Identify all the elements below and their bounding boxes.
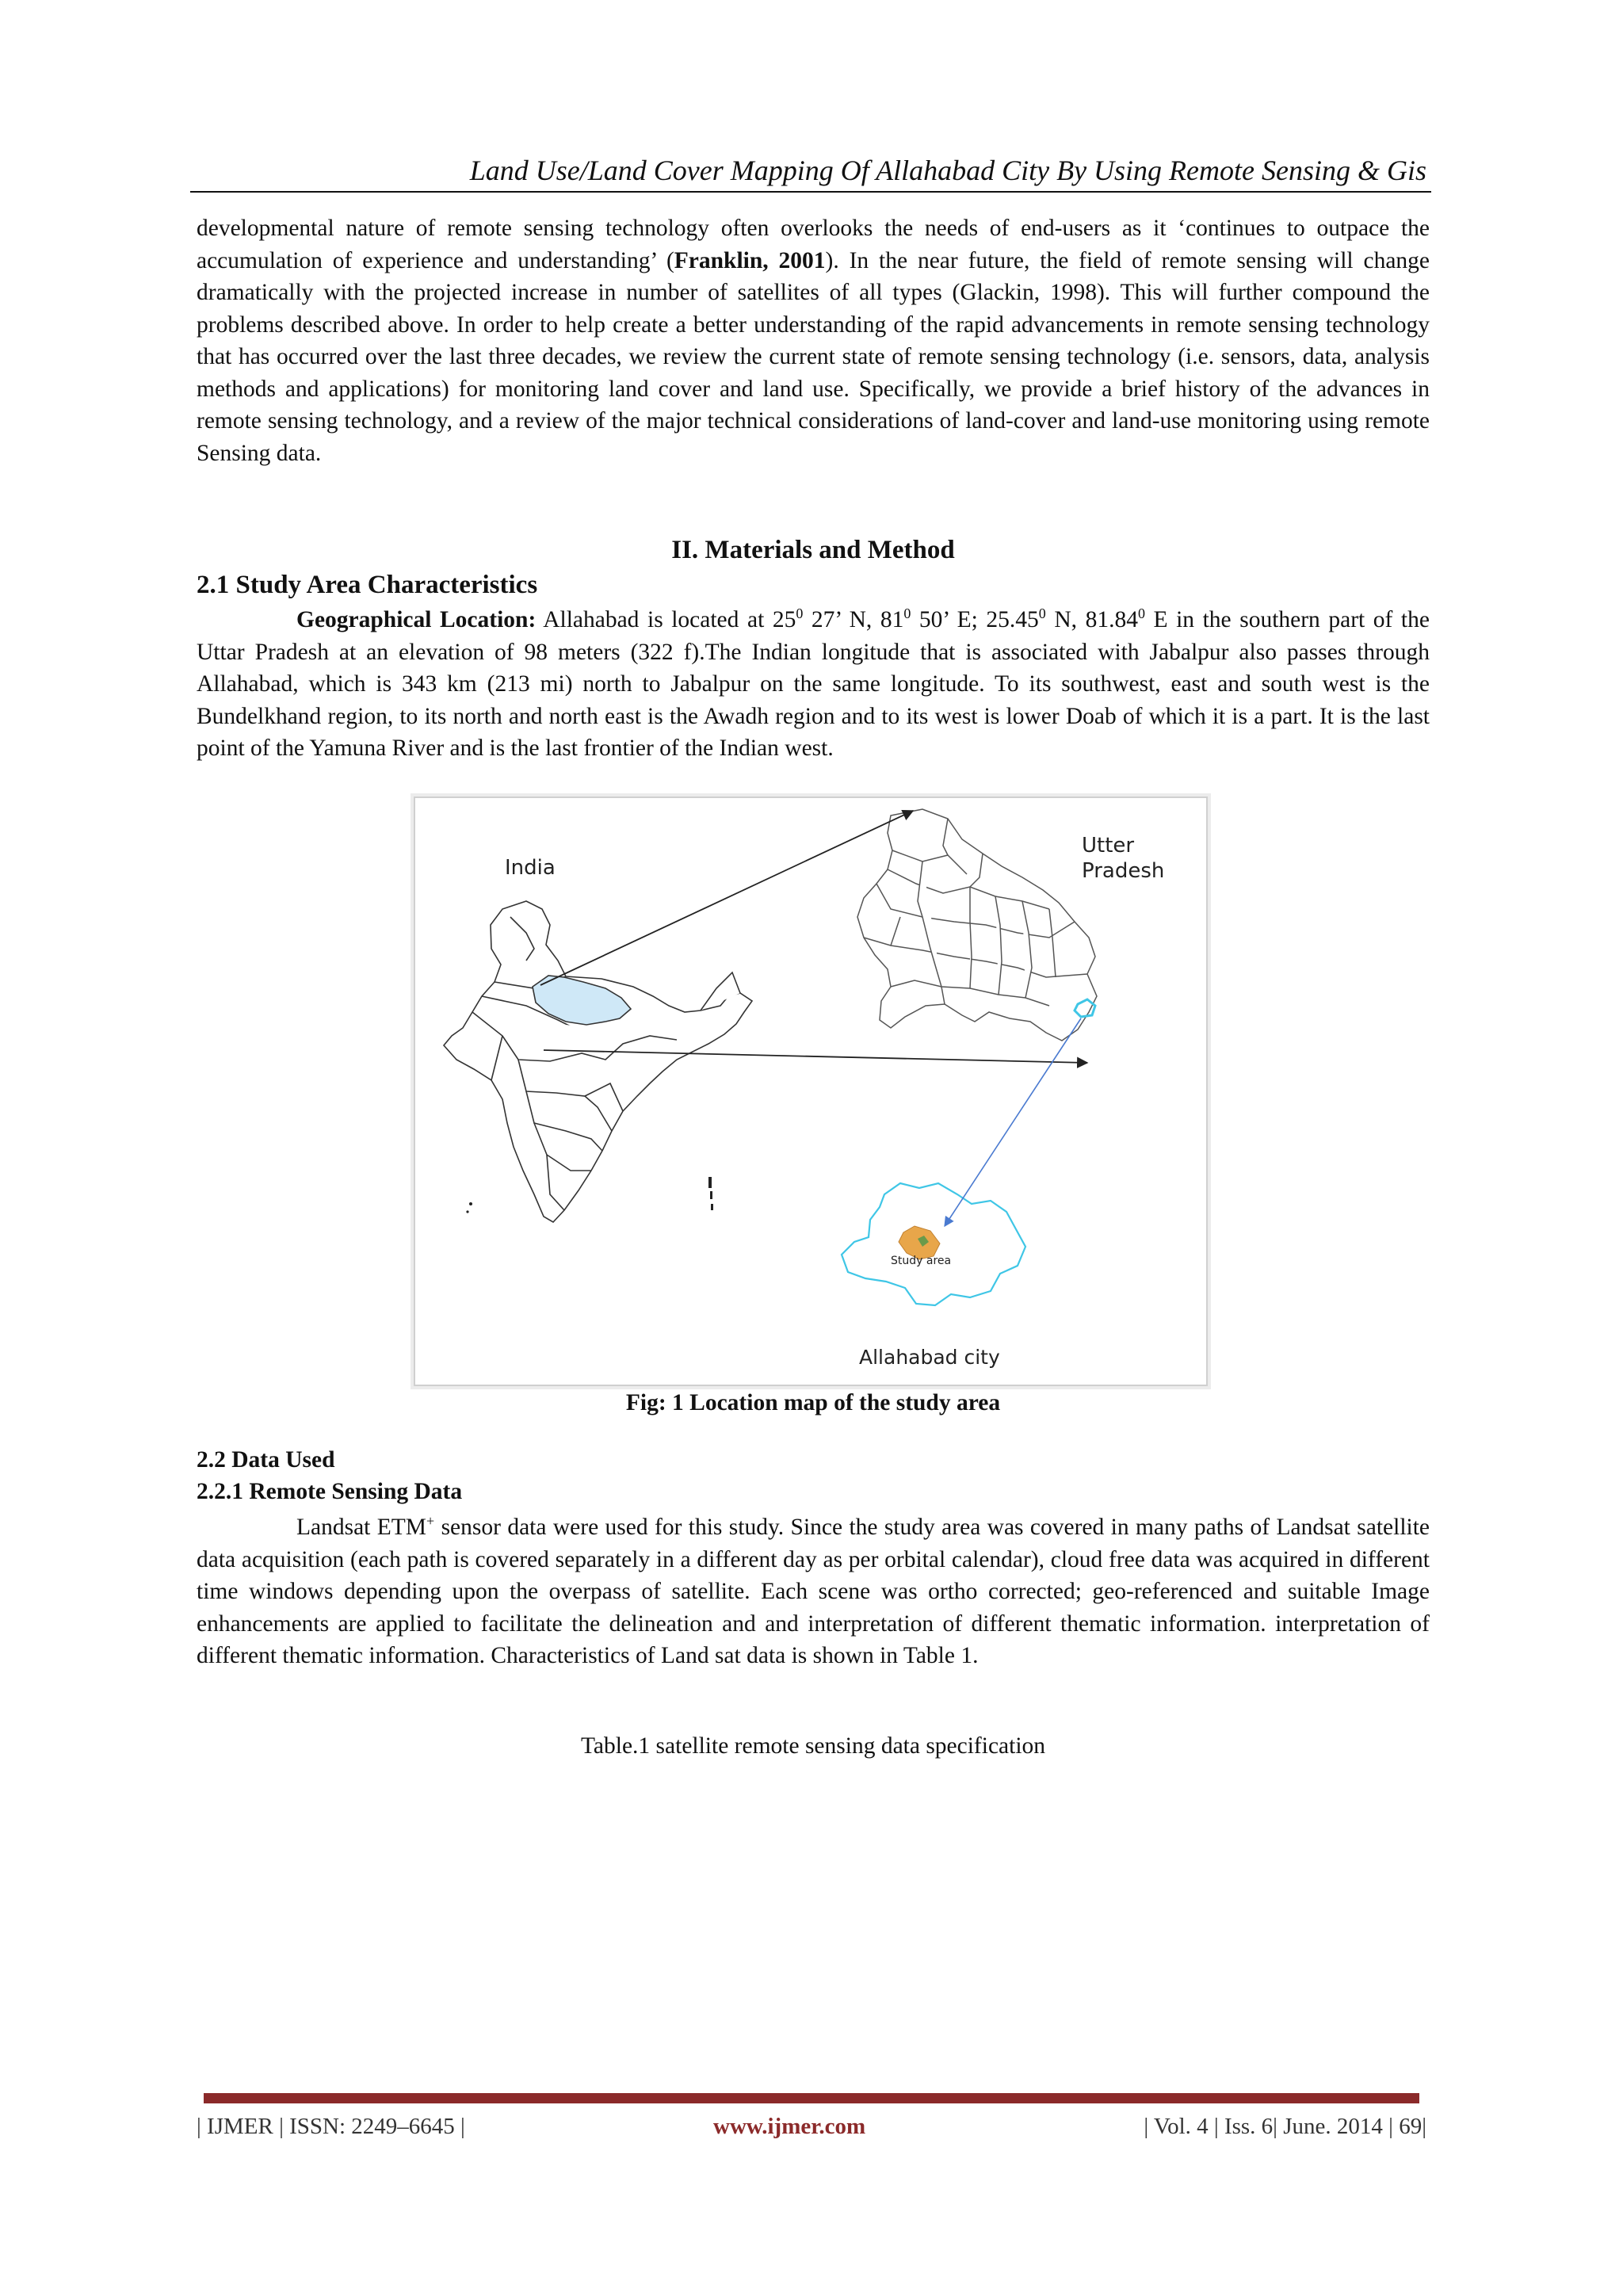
header-rule (190, 191, 1431, 193)
islands (466, 1177, 713, 1213)
location-map-graphic (415, 798, 1206, 1385)
map-label-study-area: Study area (891, 1255, 952, 1267)
arrow-district-to-city (945, 1018, 1081, 1226)
subsection-title-2-1: 2.1 Study Area Characteristics (197, 571, 538, 599)
footer-volume-info: | Vol. 4 | Iss. 6| June. 2014 | 69| (1144, 2114, 1426, 2139)
footer-rule (204, 2093, 1419, 2103)
citation-franklin: Franklin, 2001 (674, 247, 826, 273)
allahabad-district-map (842, 1183, 1025, 1305)
subsection-title-2-2: 2.2 Data Used (197, 1447, 335, 1473)
remote-sensing-paragraph: Landsat ETM+ sensor data were used for this study. Since the study area was covered in many paths of Landsat satellite data acquisition (each path is covered separately in a different day as per orbital calendar), cloud free data was acquired in different time windows depending upon the overpass of satellite. Each scene was ortho corrected; geo-referenced and suitable Image enhancements are applied to facilitate the delineation and and interpretation of different thematic information. interpretation of different thematic information. Characteristics of Land sat data is shown in Table 1. (197, 1513, 1430, 1668)
footer-journal-info: | IJMER | ISSN: 2249–6645 | (197, 2114, 465, 2139)
map-label-india: India (505, 856, 556, 880)
section-title: II. Materials and Method (671, 536, 955, 564)
intro-text-1: developmental nature of remote sensing technology often overlooks the needs of end-users as it ‘continues to outpace the accumulation of experience and understanding’ ( (197, 216, 1430, 273)
uttar-pradesh-map (857, 809, 1097, 1041)
footer-website-link[interactable]: www.ijmer.com (713, 2114, 866, 2139)
geography-paragraph: Geographical Location: Allahabad is located at $25^0$ 27’ N, $81^0$ 50’ E; 25.45$^0$ N, 81.84$^0$ E in the southern part of the Uttar Pradesh at an elevation of 98 meters (322 f).The Indian longitude that is associated with Jabalpur also passes through Allahabad, which is 343 km (213 mi) north to Jabalpur on the same longitude. To its southwest, east and south west is the Bundelkhand region, to its north and north east is the Awadh region and to its west is lower Doab of which it is a part. It is the last point of the Yamuna River and is the last frontier of the Indian west. (197, 606, 1430, 761)
map-label-uttar-pradesh: Utter Pradesh (1082, 834, 1165, 883)
table-caption: Table.1 satellite remote sensing data specification (580, 1733, 1046, 1759)
running-title: Land Use/Land Cover Mapping Of Allahabad City By Using Remote Sensing & Gis (469, 155, 1426, 186)
figure-caption: Fig: 1 Location map of the study area (625, 1390, 1001, 1415)
intro-paragraph (197, 212, 1430, 469)
intro-text-2: ). In the near future, the field of remote sensing will change dramatically with the projected increase in number of satellites of all types (Glackin, 1998). This will further compound the problems described above. In order to help create a better understanding of the rapid advancements in remote sensing technology that has occurred over the last three decades, we review the current state of remote sensing technology (i.e. sensors, data, analysis methods and applications) for monitoring land cover and land use. Specifically, we provide a brief history of the advances in remote sensing technology, and a review of the major technical considerations of land-cover and land-use monitoring using remote Sensing data. (197, 247, 1430, 466)
india-map (444, 901, 752, 1222)
map-label-allahabad-city: Allahabad city (859, 1346, 1000, 1369)
geo-label: Geographical Location: (296, 607, 537, 632)
subsection-title-2-2-1: 2.2.1 Remote Sensing Data (197, 1479, 463, 1504)
location-map-figure (415, 798, 1206, 1385)
arrow-india-to-up-top (540, 811, 913, 985)
